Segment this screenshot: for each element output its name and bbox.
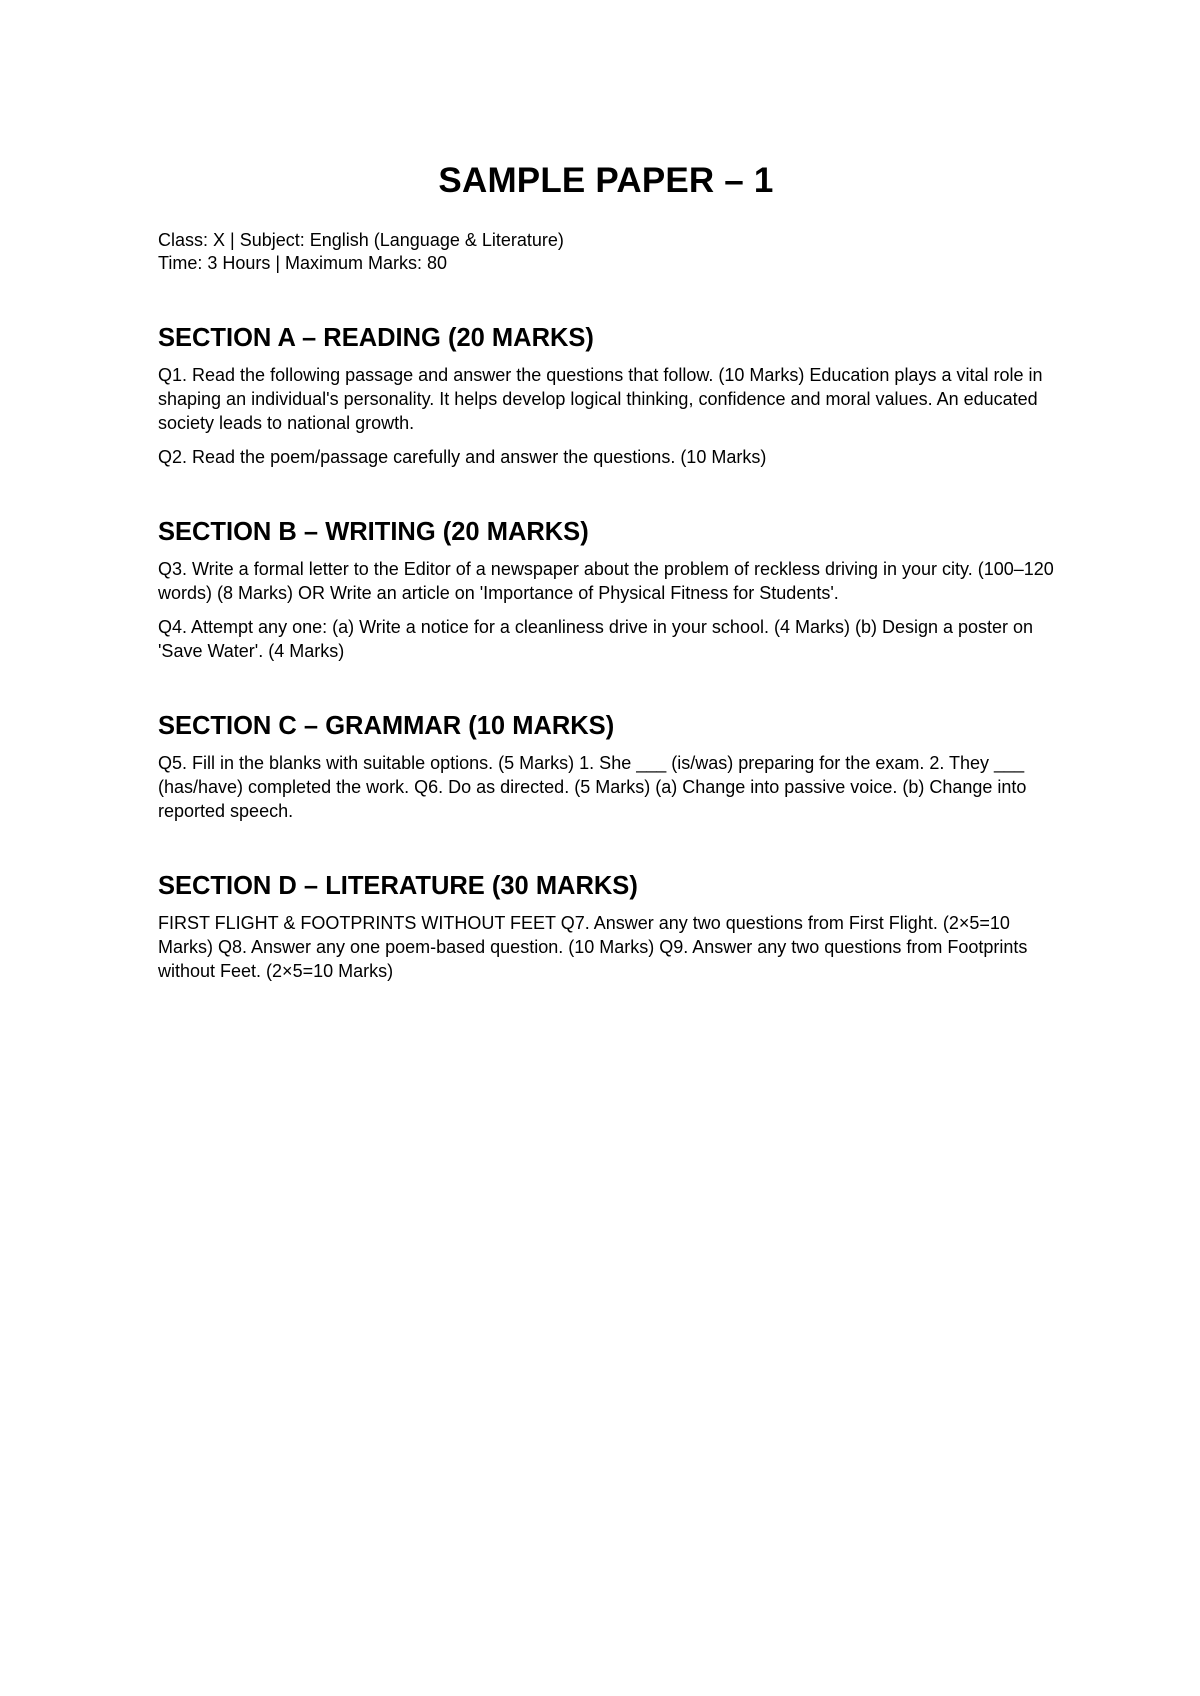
meta-time-marks: Time: 3 Hours | Maximum Marks: 80 [158,253,448,273]
question-q5-q6: Q5. Fill in the blanks with suitable options. (5 Marks) 1. She ___ (is/was) preparing for the exam. 2. They ___ (has/have) completed the work. Q6. Do as directed. (5 Marks) (a) Change into passive voice. (b) Change into reported speech. [158,753,1027,821]
page-title: SAMPLE PAPER – 1 [438,161,774,200]
section-b-heading: SECTION B – WRITING (20 MARKS) [158,518,589,546]
section-a [158,322,1054,469]
question-q7-q9: FIRST FLIGHT & FOOTPRINTS WITHOUT FEET Q7. Answer any two questions from First Flight. (2×5=10 Marks) Q8. Answer any one poem-based question. (10 Marks) Q9. Answer any two questions from Footprints without Feet. (2×5=10 Marks) [158,913,1028,981]
question-q3: Q3. Write a formal letter to the Editor of a newspaper about the problem of reckless driving in your city. (100–120 words) (8 Marks) OR Write an article on 'Importance of Physical Fitness for Students'. [158,559,1054,603]
document-content [158,158,1054,993]
question-q2: Q2. Read the poem/passage carefully and answer the questions. (10 Marks) [158,447,767,467]
paper-meta [158,229,1054,275]
section-c-heading: SECTION C – GRAMMAR (10 MARKS) [158,712,615,740]
section-a-heading: SECTION A – READING (20 MARKS) [158,324,594,352]
meta-class-subject: Class: X | Subject: English (Language & Literature) [158,230,564,250]
section-c [158,710,1054,823]
question-q1: Q1. Read the following passage and answer the questions that follow. (10 Marks) Education plays a vital role in shaping an individual's personality. It helps develop logical thinking, confidence and moral values. An educated society leads to national growth. [158,365,1043,433]
question-q4: Q4. Attempt any one: (a) Write a notice for a cleanliness drive in your school. (4 Marks) (b) Design a poster on 'Save Water'. (4 Marks) [158,617,1034,661]
section-b [158,516,1054,663]
section-d-heading: SECTION D – LITERATURE (30 MARKS) [158,872,638,900]
section-d [158,870,1054,983]
